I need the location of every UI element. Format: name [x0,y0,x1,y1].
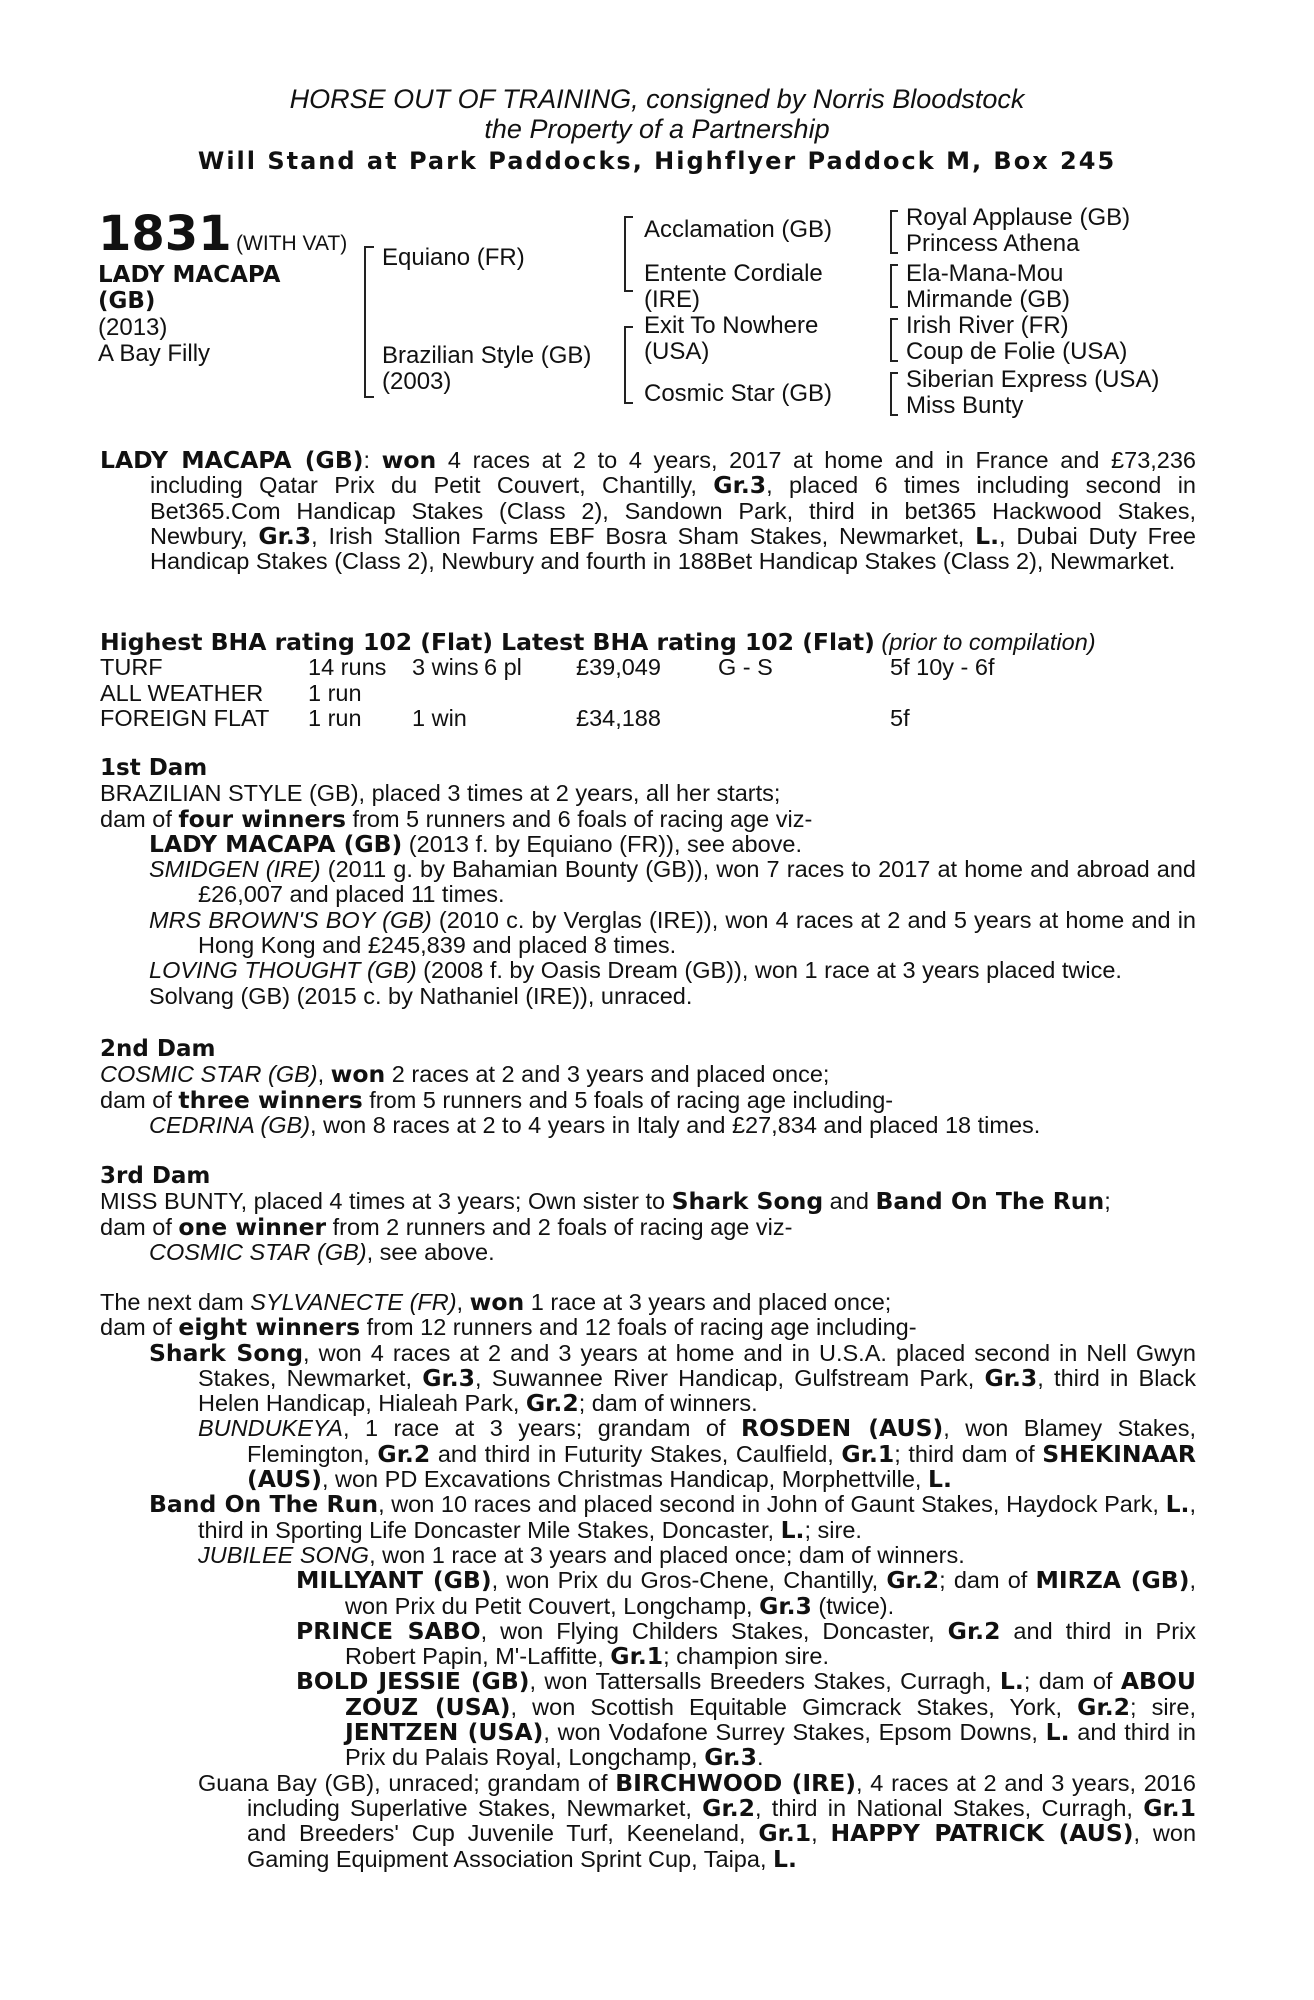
pedigree-brace-g3-4 [890,372,898,416]
text: , [456,1289,470,1315]
second-dam-line2 [100,1085,1196,1114]
header-property: the Property of a Partnership [484,114,830,144]
rating-surface: TURF [100,654,163,681]
text: ; [1104,1188,1111,1215]
progeny-name: MILLYANT (GB) [296,1566,492,1595]
pedigree-brace-g3-1 [890,210,898,254]
progeny-entry [100,908,1196,959]
vat-note: (WITH VAT) [236,232,348,255]
progeny-entry [100,1113,1196,1138]
pedigree-g3-ssd: Princess Athena [906,230,1080,257]
pedigree-dam-sire-line2: (USA) [644,338,710,365]
progeny-entry [100,857,1196,908]
pedigree-sire-sire: Acclamation (GB) [644,216,833,243]
progeny-text: (2013 f. by Equiano (FR)), see above. [402,830,802,857]
next-dam-line2 [100,1315,1196,1340]
grade-label: L. [1165,1490,1190,1519]
pedigree-sire: Equiano (FR) [382,244,525,271]
progeny-entry [100,1568,1196,1619]
race-summary [100,448,1196,574]
text: and third in Prix Robert Papin, M'-Laffitte, [345,1617,1196,1670]
rating-runs: 1 run [308,679,362,706]
pedigree-brace-g3-2 [890,264,898,308]
text: , won Prix du Petit Couvert, Longchamp, [345,1567,1196,1619]
progeny-entry [100,1338,1196,1418]
grade-label: Gr.1 [758,1819,812,1848]
progeny-entry [100,1616,1196,1671]
text: dam of [100,1213,179,1240]
descendant-name: SHEKINAAR (AUS) [247,1439,1196,1494]
descendant-name: JENTZEN (USA) [345,1718,544,1747]
text: , [811,1820,831,1847]
progeny-entry [100,1240,1196,1265]
grade-label: Gr.2 [886,1566,940,1595]
pedigree-dam-line1: Brazilian Style (GB) [382,342,592,369]
text: MISS BUNTY, placed 4 times at 3 years; Own sister to [100,1188,672,1215]
grade-label: Gr.2 [377,1439,431,1468]
third-dam-line1 [100,1189,1196,1214]
text: , won Blamey Stakes, Flemington, [247,1415,1196,1467]
next-dam-line1 [100,1290,1196,1315]
pedigree-g3-dds: Siberian Express (USA) [906,366,1160,393]
text: from 5 runners and 5 foals of racing age including- [362,1086,894,1113]
pedigree-g3-dsd: Coup de Folie (USA) [906,338,1128,365]
text: , 1 race at 3 years; grandam of [342,1415,741,1442]
text: , won PD Excavations Christmas Handicap, Morphettville, [321,1466,928,1493]
pedigree-g3-sdd: Mirmande (GB) [906,286,1071,313]
rating-wins: 1 win [412,704,467,731]
text: and third in Futurity Stakes, Caulfield, [430,1440,842,1467]
text: ; sire. [804,1516,862,1543]
lot-number: 1831 [98,206,232,262]
rating-distance: 5f 10y - 6f [890,654,995,681]
text: , third in Sporting Life Doncaster Mile Stakes, Doncaster, [198,1491,1196,1543]
pedigree-brace-gen1 [364,246,374,398]
foaling-year: (2013) [98,314,168,341]
progeny-entry [100,829,1196,858]
descendant-name: ABOU ZOUZ (USA) [345,1667,1196,1721]
grade-label: L. [1045,1718,1070,1747]
grade-label: Gr.3 [984,1363,1038,1392]
text: . [757,1744,764,1771]
grade-label: L. [975,521,1000,550]
text: and third in Prix du Palais Royal, Longchamp, [345,1719,1196,1771]
descendant-name: ROSDEN (AUS) [740,1414,944,1443]
rating-going: G - S [718,654,773,681]
sibling-name: Shark Song [671,1187,824,1216]
sibling-name: Band On The Run [875,1187,1105,1216]
progeny-name: Band On The Run [149,1490,379,1519]
text: ; dam of winners. [578,1390,758,1417]
rating-runs: 1 run [308,704,362,731]
text: , won 10 races and placed second in John of Gaunt Stakes, Haydock Park, [378,1491,1166,1518]
summary-text: , Dubai Duty Free Handicap Stakes (Class 2), Newbury and fourth in 188Bet Handicap Stakes (Class 2), Newmarket. [150,522,1196,575]
text: The next dam [100,1289,251,1315]
second-dam-line1: COSMIC STAR (GB), won 2 races at 2 and 3 years and placed once; [100,1060,830,1089]
won-label: won [330,1060,386,1089]
ratings-section [100,630,1196,731]
text: , third in Black Helen Handicap, Hialeah Park, [198,1364,1196,1417]
first-dam-line1: BRAZILIAN STYLE (GB), placed 3 times at 2 years, all her starts; [100,780,781,807]
descendant-name: HAPPY PATRICK (AUS) [830,1819,1134,1848]
rating-runs: 14 runs [308,654,387,681]
text: 2 races at 2 and 3 years and placed once; [385,1061,830,1088]
progeny-entry [100,1492,1196,1543]
winners-count: four winners [178,804,346,833]
progeny-text: (2010 c. by Verglas (IRE)), won 4 races at 2 and 5 years at home and in Hong Kong and £245,839 and placed 8 times. [198,906,1196,959]
text: (twice). [811,1592,895,1619]
third-dam-heading: 3rd Dam [100,1163,211,1189]
winners-count: eight winners [178,1313,361,1342]
text: ; third dam of [894,1440,1043,1467]
summary-text: , Irish Stallion Farms EBF Bosra Sham Stakes, Newmarket, [311,522,976,549]
descendant-name: BIRCHWOOD (IRE) [615,1768,857,1797]
text: , Suwannee River Handicap, Gulfstream Park, [475,1364,985,1391]
winners-count: one winner [178,1212,327,1241]
pedigree-dam-line2: (2003) [382,368,452,395]
text: , won Prix du Gros-Chene, Chantilly, [491,1567,887,1594]
ratings-note: (prior to compilation) [881,629,1096,655]
ratings-row [100,655,1196,680]
ratings-heading [100,630,1196,655]
progeny-name: LOVING THOUGHT (GB) [149,957,417,984]
summary-text: 4 races at 2 to 4 years, 2017 at home and in France and £73,236 including Qatar Prix du Petit Couvert, Chantilly, [150,447,1197,499]
rating-wins: 3 wins [412,654,479,681]
progeny-entry [100,1416,1196,1492]
progeny-text: (2011 g. by Bahamian Bounty (GB)), won 7 races to 2017 at home and abroad and £26,007 and placed 11 times. [198,856,1196,908]
text: , won Gaming Equipment Association Sprint Cup, Taipa, [247,1820,1197,1872]
grade-label: Gr.2 [947,1616,1001,1645]
summary-text: , placed 6 times including second in Bet365.Com Handicap Stakes (Class 2), Sandown Park, third in bet365 Hackwood Stakes, Newbury, [150,472,1196,549]
grade-label: Gr.3 [422,1363,476,1392]
text: , won Flying Childers Stakes, Doncaster, [480,1617,948,1644]
progeny-text: , won 8 races at 2 to 4 years in Italy and £27,834 and placed 18 times. [310,1111,1041,1138]
pedigree-dam-sire-line1: Exit To Nowhere [644,312,819,339]
horse-name-line1: LADY MACAPA [98,262,281,288]
progeny-name: Shark Song [149,1338,304,1367]
next-dam-section [100,1290,1196,1872]
progeny-name: SMIDGEN (IRE) [149,856,321,883]
rating-surface: ALL WEATHER [100,679,264,706]
progeny-entry [100,958,1196,983]
text: ; dam of [1023,1668,1121,1695]
grade-label: Gr.3 [759,1591,812,1620]
grade-label: Gr.3 [713,471,767,500]
summary-horse-name: LADY MACAPA (GB) [100,446,364,474]
horse-name-line2: (GB) [98,288,156,314]
first-dam-heading: 1st Dam [100,755,208,781]
ratings-row [100,681,1196,706]
grade-label: Gr.1 [841,1439,895,1468]
pedigree-g3-ddd: Miss Bunty [906,392,1024,419]
grade-label: L. [780,1515,805,1544]
pedigree-sire-dam-line1: Entente Cordiale [644,260,823,287]
dam-name: SYLVANECTE (FR) [250,1289,457,1315]
progeny-name: CEDRINA (GB) [149,1111,311,1138]
pedigree-g3-sss: Royal Applause (GB) [906,204,1131,231]
text: ; sire, [1129,1693,1196,1720]
grade-label: Gr.1 [610,1642,664,1671]
second-dam-section [100,1037,1196,1138]
first-dam-section [100,756,1196,1009]
rating-surface: FOREIGN FLAT [100,704,270,731]
text: , won 4 races at 2 and 3 years at home and in U.S.A. placed second in Nell Gwyn Stakes, Newmarket, [198,1339,1196,1391]
second-dam-heading: 2nd Dam [100,1036,216,1062]
grade-label: L. [773,1844,797,1873]
progeny-name: PRINCE SABO [296,1616,481,1645]
progeny-entry [100,1669,1196,1770]
text: ; dam of [939,1567,1036,1594]
text: , won 1 race at 3 years and placed once; dam of winners. [369,1541,965,1568]
summary-won: won [381,446,437,474]
text: , won Tattersalls Breeders Stakes, Curragh, [529,1668,1000,1695]
pedigree-dam-dam: Cosmic Star (GB) [644,380,833,407]
grade-label: Gr.2 [1077,1692,1130,1721]
progeny-entry: Solvang (GB) (2015 c. by Nathaniel (IRE)), unraced. [149,982,693,1009]
third-dam-line2 [100,1212,1196,1241]
dam-name: COSMIC STAR (GB) [100,1061,318,1088]
progeny-name: JUBILEE SONG [198,1541,370,1568]
grade-label: Gr.2 [525,1389,579,1418]
grade-label: Gr.1 [1143,1793,1196,1822]
text: from 2 runners and 2 foals of racing age viz- [326,1213,793,1240]
text: dam of [100,1314,179,1341]
horse-description: A Bay Filly [98,340,211,367]
rating-distance: 5f [890,704,910,731]
progeny-name: LADY MACAPA (GB) [149,829,403,858]
text: , won Vodafone Surrey Stakes, Epsom Downs, [543,1719,1046,1746]
progeny-text: (2008 f. by Oasis Dream (GB)), won 1 race at 3 years placed twice. [416,957,1122,984]
text: Guana Bay (GB), unraced; grandam of [198,1769,616,1796]
third-dam-section [100,1164,1196,1265]
grade-label: Gr.3 [258,521,312,550]
text: , 4 races at 2 and 3 years, 2016 including Superlative Stakes, Newmarket, [247,1769,1197,1821]
text: , third in National Stakes, Curragh, [754,1794,1144,1821]
text: dam of [100,1086,179,1113]
progeny-entry [100,1768,1197,1873]
text: and Breeders' Cup Juvenile Turf, Keeneland, [247,1820,759,1847]
progeny-name: BOLD JESSIE (GB) [296,1667,530,1696]
lot-number-line [98,206,347,262]
pedigree-brace-g3-3 [890,318,898,362]
won-label: won [469,1288,525,1316]
winners-count: three winners [178,1085,363,1114]
text: dam of [100,805,179,832]
text: ; champion sire. [663,1643,829,1670]
first-dam-line2 [100,804,1196,833]
rating-prize: £39,049 [576,654,661,681]
text: from 5 runners and 6 foals of racing age viz- [346,805,813,832]
pedigree-g3-dss: Irish River (FR) [906,312,1069,339]
pedigree-sire-dam-line2: (IRE) [644,286,700,313]
grade-label: L. [927,1465,952,1494]
descendant-name: MIRZA (GB) [1035,1566,1190,1595]
pedigree-g3-sds: Ela-Mana-Mou [906,260,1064,287]
rating-placed: 6 pl [484,654,522,681]
progeny-text: , see above. [366,1238,495,1265]
text: 1 race at 3 years and placed once; [524,1289,892,1315]
text: , won Scottish Equitable Gimcrack Stakes, York, [510,1693,1078,1720]
header-consignor: HORSE OUT OF TRAINING, consigned by Norris Bloodstock [289,84,1025,114]
progeny-name: MRS BROWN'S BOY (GB) [149,906,432,933]
progeny-name: COSMIC STAR (GB) [149,1238,367,1265]
grade-label: L. [999,1667,1024,1696]
progeny-name: BUNDUKEYA [198,1415,343,1442]
progeny-entry [100,1543,1196,1568]
ratings-row [100,706,1196,731]
header-location: Will Stand at Park Paddocks, Highflyer Paddock M, Box 245 [197,147,1117,175]
grade-label: Gr.2 [702,1793,755,1822]
rating-prize: £34,188 [576,704,661,731]
text: and [823,1188,876,1215]
ratings-title: Highest BHA rating 102 (Flat) Latest BHA rating 102 (Flat) [100,628,875,656]
text: from 12 runners and 12 foals of racing age including- [360,1314,917,1341]
summary-paragraph: LADY MACAPA (GB): won 4 races at 2 to 4 years, 2017 at home and in France and £73,236 including Qatar Prix du Petit Couvert, Chantilly, Gr.3, placed 6 times including second in Bet365.Com Handicap Stakes (Class 2), Sandown Park, third in bet365 Hackwood Stakes, Newbury, Gr.3, Irish Stallion Farms EBF Bosra Sham Stakes, Newmarket, L., Dubai Duty Free Handicap Stakes (Class 2), Newbury and fourth in 188Bet Handicap Stakes (Class 2), Newmarket. [100,446,1197,575]
grade-label: Gr.3 [704,1743,758,1772]
pedigree-brace-sire [624,216,633,292]
pedigree-brace-dam [624,326,633,404]
